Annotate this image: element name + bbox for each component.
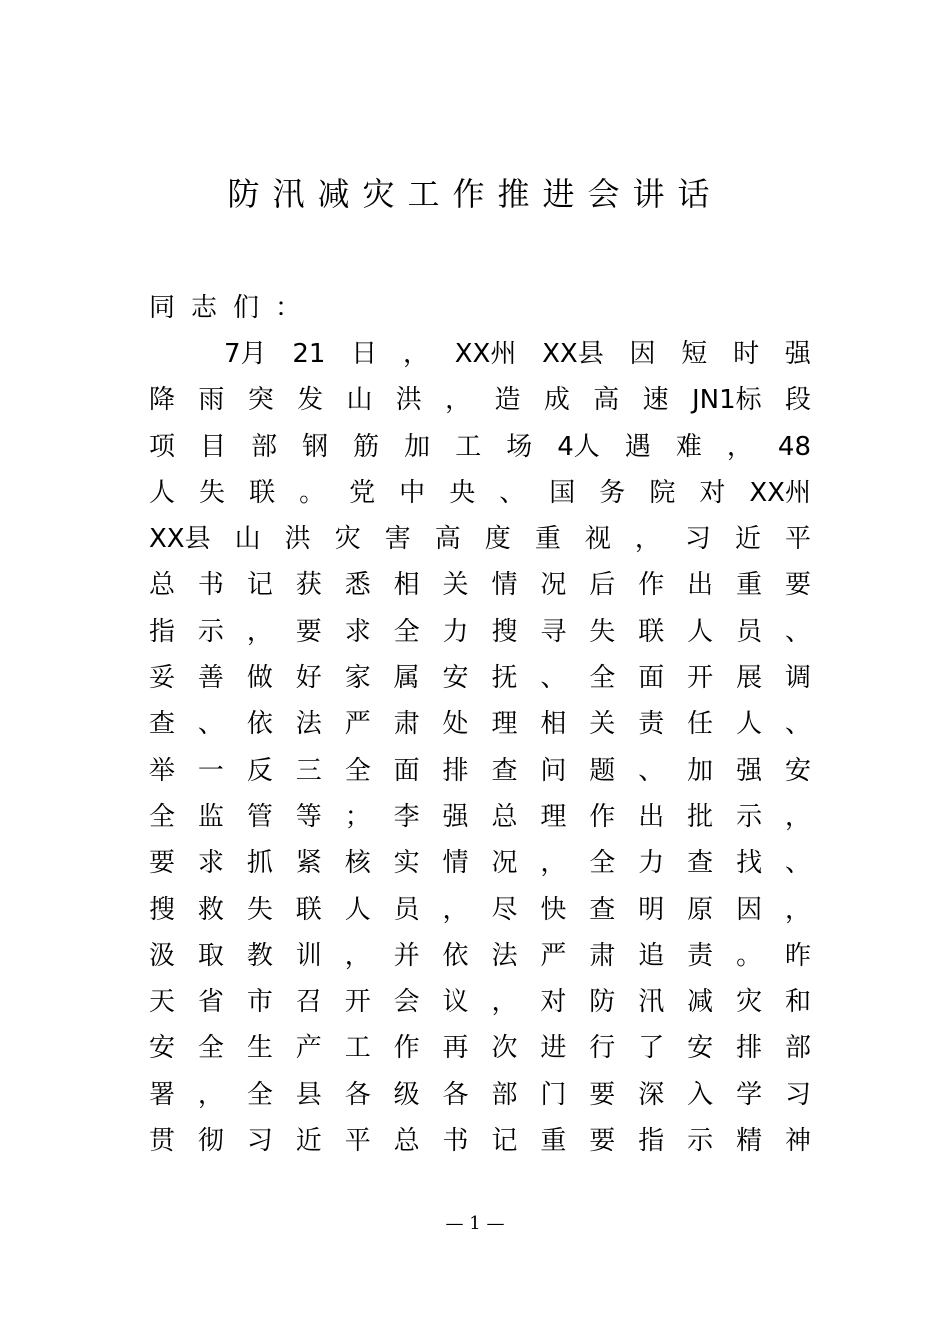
body-token: 度: [484, 524, 511, 555]
page-title: 防汛减灾工作推进会讲话: [227, 175, 723, 213]
body-token: 出: [638, 801, 665, 832]
body-token: ，: [402, 339, 429, 369]
body-token: 减: [687, 987, 714, 1018]
salutation: 同志们：: [149, 293, 318, 323]
body-token: 实: [393, 848, 420, 879]
body-token: 近: [734, 524, 761, 555]
body-token: 安: [784, 755, 811, 786]
body-token: 示: [687, 1126, 714, 1157]
body-token: 查: [687, 848, 714, 879]
body-token: 雨: [198, 385, 225, 416]
body-token: 短: [681, 339, 708, 369]
body-token: 教: [246, 940, 273, 971]
body-token: 示: [197, 616, 224, 647]
body-token: 严: [540, 940, 567, 971]
body-token: 全: [589, 848, 616, 879]
body-token: 后: [589, 570, 616, 601]
body-token: 抚: [491, 663, 518, 694]
body-token: 法: [491, 940, 518, 971]
body-token: 失: [589, 616, 616, 647]
body-token: 重: [540, 1126, 567, 1157]
body-token: 关: [442, 570, 469, 601]
body-token: 员: [393, 894, 420, 925]
body-line: [149, 470, 811, 516]
body-token: 筋: [353, 431, 380, 462]
body-line: [149, 1025, 811, 1071]
body-token: 肃: [393, 709, 420, 740]
body-token: 家: [344, 663, 371, 694]
body-token: ；: [344, 801, 371, 832]
body-token: 山: [346, 385, 373, 416]
body-token: 书: [197, 570, 224, 601]
body-token: 获: [295, 570, 322, 601]
body-token: 国: [549, 477, 576, 508]
body-token: 处: [442, 709, 469, 740]
body-token: 高: [434, 524, 461, 555]
body-token: 找: [736, 848, 763, 879]
body-token: 管: [246, 801, 273, 832]
body-token: 了: [638, 1033, 665, 1064]
body-token: 相: [540, 709, 567, 740]
body-token: 钢: [302, 431, 329, 462]
body-token: 习: [246, 1126, 273, 1157]
body-token: 要: [589, 1126, 616, 1157]
body-token: 作: [638, 570, 665, 601]
body-line: [149, 1072, 811, 1118]
body-token: 开: [344, 987, 371, 1018]
body-token: 生: [246, 1033, 273, 1064]
body-token: 联: [638, 616, 665, 647]
body-token: 党: [349, 477, 376, 508]
body-token: 时: [733, 339, 760, 369]
body-token: 法: [295, 709, 322, 740]
body-token: 人: [736, 709, 763, 740]
body-token: 搜: [491, 616, 518, 647]
body-token: 高: [593, 385, 620, 416]
body-token: 查: [589, 894, 616, 925]
body-token: 行: [589, 1033, 616, 1064]
body-line: [149, 887, 811, 933]
body-token: XX县: [542, 339, 604, 369]
body-token: 、: [784, 616, 811, 647]
body-line: [149, 562, 811, 608]
body-token: 难: [675, 431, 702, 462]
body-token: 并: [393, 940, 420, 971]
body-token: 问: [540, 755, 567, 786]
body-token: 相: [393, 570, 420, 601]
body-token: 责: [638, 709, 665, 740]
body-token: 段: [784, 385, 811, 416]
body-line: [149, 748, 811, 794]
body-token: 强: [442, 801, 469, 832]
body-token: 求: [197, 848, 224, 879]
body-token: 灾: [334, 524, 361, 555]
body-line: [149, 933, 811, 979]
body-token: 书: [442, 1126, 469, 1157]
body-token: 全: [246, 1079, 273, 1110]
body-token: 全: [344, 755, 371, 786]
body-token: 快: [540, 894, 567, 925]
body-token: 21: [292, 339, 326, 369]
body-token: 力: [442, 616, 469, 647]
body-token: 总: [149, 570, 176, 601]
body-token: 展: [736, 663, 763, 694]
body-token: 指: [149, 616, 176, 647]
body-token: 妥: [149, 663, 176, 694]
body-token: 省: [197, 987, 224, 1018]
body-line: [149, 609, 811, 655]
body-token: 安: [442, 663, 469, 694]
body-token: ，: [197, 1079, 224, 1110]
body-token: ，: [445, 385, 472, 416]
body-token: 习: [784, 1079, 811, 1110]
body-line: [149, 655, 811, 701]
body-token: 精: [736, 1126, 763, 1157]
body-token: 对: [540, 987, 567, 1018]
body-token: 务: [599, 477, 626, 508]
body-token: 情: [491, 570, 518, 601]
body-token: 要: [784, 570, 811, 601]
body-token: 查: [491, 755, 518, 786]
body-token: 做: [246, 663, 273, 694]
body-token: 人: [149, 477, 176, 508]
body-token: 要: [295, 616, 322, 647]
body-token: 寻: [540, 616, 567, 647]
body-token: 抓: [246, 848, 273, 879]
body-token: 面: [638, 663, 665, 694]
body-token: 理: [540, 801, 567, 832]
body-token: 追: [638, 940, 665, 971]
body-token: 重: [736, 570, 763, 601]
body-token: ，: [784, 894, 811, 925]
body-token: 、: [638, 755, 665, 786]
body-token: 加: [404, 431, 431, 462]
body-token: 院: [649, 477, 676, 508]
body-token: 学: [736, 1079, 763, 1110]
body-token: 属: [393, 663, 420, 694]
body-token: 工: [455, 431, 482, 462]
body-token: 求: [344, 616, 371, 647]
body-token: 总: [491, 801, 518, 832]
body-token: 尽: [491, 894, 518, 925]
body-token: 关: [589, 709, 616, 740]
body-token: 署: [149, 1079, 176, 1110]
body-token: 部: [251, 431, 278, 462]
body-token: 贯: [149, 1126, 176, 1157]
body-token: 监: [197, 801, 224, 832]
body-token: 全: [197, 1033, 224, 1064]
body-token: 依: [246, 709, 273, 740]
body-token: 一: [197, 755, 224, 786]
body-token: 入: [687, 1079, 714, 1110]
body-token: 记: [491, 1126, 518, 1157]
body-token: 依: [442, 940, 469, 971]
body-token: 平: [784, 524, 811, 555]
body-token: 发: [297, 385, 324, 416]
body-token: 议: [442, 987, 469, 1018]
body-token: 县: [295, 1079, 322, 1110]
body-token: 情: [442, 848, 469, 879]
body-token: 。: [299, 477, 326, 508]
body-token: 汛: [638, 987, 665, 1018]
body-token: 门: [540, 1079, 567, 1110]
body-line: [149, 516, 811, 562]
body-token: 训: [295, 940, 322, 971]
body-token: 人: [687, 616, 714, 647]
body-token: 造: [494, 385, 521, 416]
body-token: 速: [642, 385, 669, 416]
body-token: 进: [540, 1033, 567, 1064]
body-token: 善: [197, 663, 224, 694]
body-token: 对: [699, 477, 726, 508]
body-token: 指: [638, 1126, 665, 1157]
body-token: 反: [246, 755, 273, 786]
body-token: 工: [344, 1033, 371, 1064]
body-line: [149, 794, 811, 840]
body-token: 市: [246, 987, 273, 1018]
body-token: 因: [629, 339, 656, 369]
body-token: 害: [384, 524, 411, 555]
body-token: 要: [149, 848, 176, 879]
body-token: ，: [784, 801, 811, 832]
body-token: 部: [784, 1033, 811, 1064]
body-line: [149, 424, 811, 470]
body-token: 天: [149, 987, 176, 1018]
body-token: 记: [246, 570, 273, 601]
body-token: 题: [589, 755, 616, 786]
body-token: 彻: [197, 1126, 224, 1157]
body-token: XX州: [749, 477, 811, 508]
body-token: 批: [687, 801, 714, 832]
body-token: 取: [197, 940, 224, 971]
body-token: 开: [687, 663, 714, 694]
body-token: ，: [442, 894, 469, 925]
body-token: 、: [784, 848, 811, 879]
body-token: 紧: [295, 848, 322, 879]
body-token: 重: [534, 524, 561, 555]
body-token: 和: [784, 987, 811, 1018]
body-token: 成: [543, 385, 570, 416]
body-token: 悉: [344, 570, 371, 601]
body-line: [149, 377, 811, 423]
body-token: 央: [449, 477, 476, 508]
body-token: XX州: [454, 339, 517, 369]
body-token: 遇: [624, 431, 651, 462]
body-token: 部: [491, 1079, 518, 1110]
body-token: 联: [249, 477, 276, 508]
body-token: 力: [638, 848, 665, 879]
body-token: 近: [295, 1126, 322, 1157]
body-token: 各: [442, 1079, 469, 1110]
body-token: 强: [784, 339, 811, 369]
body-token: 、: [197, 709, 224, 740]
body-token: 级: [393, 1079, 420, 1110]
body-token: 查: [149, 709, 176, 740]
body-token: 况: [491, 848, 518, 879]
body-line: [149, 701, 811, 747]
body-token: 排: [442, 755, 469, 786]
body-token: ，: [344, 940, 371, 971]
body-token: ，: [540, 848, 567, 879]
body-token: 场: [506, 431, 533, 462]
body-token: 次: [491, 1033, 518, 1064]
body-token: 任: [687, 709, 714, 740]
body-token: 三: [295, 755, 322, 786]
body-token: 联: [295, 894, 322, 925]
body-token: 深: [638, 1079, 665, 1110]
body-token: 全: [393, 616, 420, 647]
body-token: 严: [344, 709, 371, 740]
body-token: 李: [393, 801, 420, 832]
body-token: 要: [589, 1079, 616, 1110]
body-token: 目: [200, 431, 227, 462]
body-token: 示: [736, 801, 763, 832]
body-token: 防: [589, 987, 616, 1018]
body-token: 强: [736, 755, 763, 786]
body-token: 作: [589, 801, 616, 832]
body-token: 出: [687, 570, 714, 601]
body-token: 况: [540, 570, 567, 601]
body-token: 4人: [557, 431, 600, 462]
body-token: 失: [246, 894, 273, 925]
body-token: 、: [540, 663, 567, 694]
body-token: 原: [687, 894, 714, 925]
body-token: 核: [344, 848, 371, 879]
body-token: 突: [247, 385, 274, 416]
body-token: 洪: [395, 385, 422, 416]
body-token: 各: [344, 1079, 371, 1110]
body-token: 好: [295, 663, 322, 694]
body-token: 全: [149, 801, 176, 832]
body-token: XX县: [149, 524, 211, 555]
body-token: 汲: [149, 940, 176, 971]
body-token: ，: [634, 524, 661, 555]
body-token: 项: [149, 431, 176, 462]
body-token: 日: [351, 339, 378, 369]
body-token: 视: [584, 524, 611, 555]
body-line: [149, 1118, 811, 1164]
body-token: 降: [149, 385, 176, 416]
body-token: 洪: [284, 524, 311, 555]
body-token: 明: [638, 894, 665, 925]
body-token: 搜: [149, 894, 176, 925]
body-token: 理: [491, 709, 518, 740]
body-token: JN1标: [691, 385, 762, 416]
body-line: [149, 331, 811, 377]
body-token: 山: [234, 524, 261, 555]
body-token: 产: [295, 1033, 322, 1064]
body-token: 习: [684, 524, 711, 555]
body-token: 员: [736, 616, 763, 647]
body-token: 平: [344, 1126, 371, 1157]
body-token: 会: [393, 987, 420, 1018]
body-token: 。: [736, 940, 763, 971]
body-token: 、: [784, 709, 811, 740]
body-paragraph: [149, 331, 811, 1164]
body-token: 全: [589, 663, 616, 694]
body-line: [149, 979, 811, 1025]
body-token: 灾: [736, 987, 763, 1018]
body-token: 人: [344, 894, 371, 925]
body-token: 面: [393, 755, 420, 786]
body-token: 排: [736, 1033, 763, 1064]
body-token: 安: [687, 1033, 714, 1064]
body-token: 中: [399, 477, 426, 508]
body-token: ，: [246, 616, 273, 647]
body-token: 失: [199, 477, 226, 508]
body-token: 召: [295, 987, 322, 1018]
body-token: 责: [687, 940, 714, 971]
body-token: 、: [499, 477, 526, 508]
body-token: 作: [393, 1033, 420, 1064]
body-token: 举: [149, 755, 176, 786]
body-token: 因: [736, 894, 763, 925]
body-token: 加: [687, 755, 714, 786]
body-token: 7月: [224, 339, 267, 369]
body-token: 总: [393, 1126, 420, 1157]
body-token: ，: [491, 987, 518, 1018]
body-token: 神: [784, 1126, 811, 1157]
body-line: [149, 840, 811, 886]
body-token: 调: [784, 663, 811, 694]
page-number: — 1 —: [445, 1213, 505, 1234]
body-token: 安: [149, 1033, 176, 1064]
body-token: 再: [442, 1033, 469, 1064]
body-token: 等: [295, 801, 322, 832]
body-token: 肃: [589, 940, 616, 971]
body-token: 昨: [784, 940, 811, 971]
body-token: ，: [726, 431, 753, 462]
body-token: 48: [777, 431, 811, 462]
body-token: 救: [197, 894, 224, 925]
